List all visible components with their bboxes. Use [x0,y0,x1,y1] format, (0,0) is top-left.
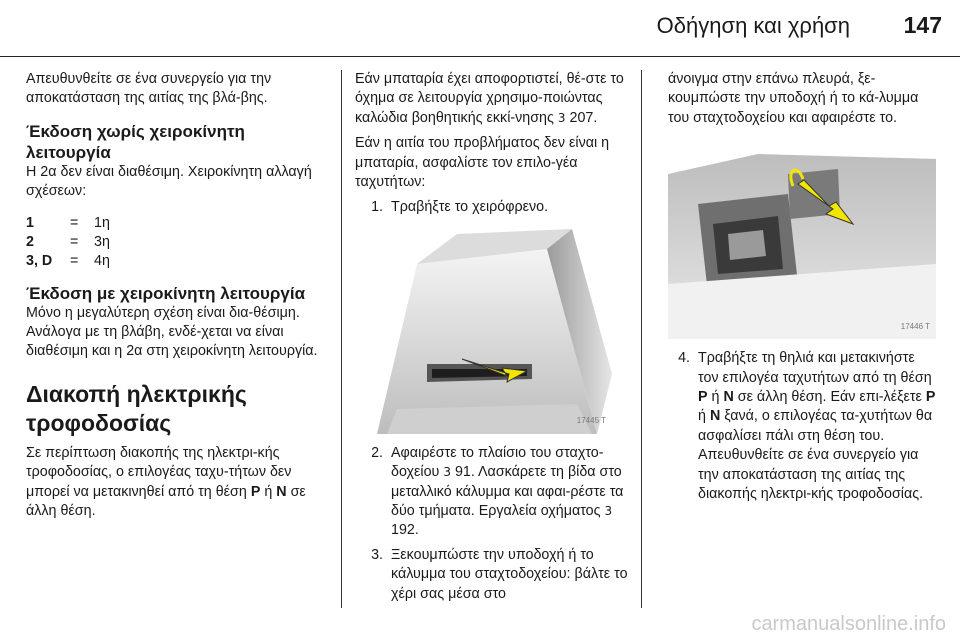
column-1 [26,70,331,527]
page-reference-icon: 3 [557,110,566,125]
steps-list [355,444,630,604]
gear-row [26,252,331,271]
text-run: Αφαιρέστε το πλαίσιο του σταχτο-δοχείου [391,444,604,481]
step-item [355,198,630,217]
step-number: 1. [371,199,383,216]
step3-continuation: άνοιγμα στην επάνω πλευρά, ξε-κουμπώστε την υποδοχή ή το κά-λυμμα του σταχτοδοχείου και αφαιρέστε το. [668,71,919,126]
text-run: Τραβήξτε τη θηλιά και μετακινήστε τον επιλογέα ταχυτήτων από τη θέση [698,350,932,386]
heading-power-failure: Διακοπή ηλεκτρικής τροφοδοσίας [26,380,247,436]
paragraph-manual: Μόνο η μεγαλύτερη σχέση είναι δια-θέσιμη. Ανάλογα με τη βλάβη, ενδέ-χεται να είναι διαθέσιμη και η 2α στη χειροκίνητη λειτουργία. [26,304,318,360]
gear-n: N [709,408,721,425]
gear-p: P [698,389,708,406]
gear-n: N [276,483,287,500]
gear-p: P [250,483,261,500]
step-item [668,349,936,504]
text-run: ξανά, ο επιλογέας τα-χυτήτων θα ασφαλίσει πάλι στη θέση του. Απευθυνθείτε σε ένα συνεργείο για την αποκατάσταση της αιτίας της διακοπής ηλεκτρι-κής τροφοδοσίας. [698,408,933,503]
step-item [355,546,630,604]
text-run: 91. Λασκάρετε τη βίδα στο μεταλλικό κάλυμμα και αφαι-ρέστε τα δύο τμήματα. Εργαλεία οχήματος [391,464,624,520]
gear-value: 1η [94,214,110,231]
figure-17445 [357,224,612,434]
gear-row [26,214,331,233]
gear-key: 3, D [26,252,53,269]
text-run: Σε περίπτωση διακοπής της ηλεκτρι-κής τροφοδοσίας, ο επιλογέας ταχυ-τήτων δεν μπορεί να μετακινηθεί από τη θέση [26,444,292,500]
gear-value: 4η [94,252,110,269]
text-run: ή [698,408,710,425]
steps-list [355,198,630,217]
paragraph-battery [355,70,630,128]
figure-17446 [668,134,936,339]
step-number: 4. [678,350,690,367]
header-title: Οδήγηση και χρήση [656,13,850,38]
gear-table [26,214,331,271]
step-text: Τραβήξτε το χειρόφρενο. [391,199,549,216]
gear-p: P [925,389,936,406]
text-run: σε άλλη θέση. Εάν επι-λέξετε [733,389,926,406]
heading-no-manual: Έκδοση χωρίς χειροκίνητη λειτουργία [26,121,245,162]
page-header [0,0,960,56]
console-illustration [357,224,612,434]
column-3 [668,70,936,509]
gear-key: 2 [26,233,34,250]
paragraph-power-failure [26,444,331,522]
text-run: 207. [565,109,598,126]
gear-row [26,233,331,252]
page-number: 147 [903,12,942,38]
text-run: Εάν μπαταρία έχει αποφορτιστεί, θέ-στε το όχημα σε λειτουργία χρησιμο-ποιώντας καλώδια βοηθητικής εκκί-νησης [355,71,624,126]
header-rule [0,56,960,57]
step-number: 3. [371,546,383,563]
figure-code: 17445 T [576,416,606,426]
step-text [698,349,936,504]
figure-code: 17446 T [900,321,930,331]
paragraph-no-manual: Η 2α δεν είναι διαθέσιμη. Χειροκίνητη αλλαγή σχέσεων: [26,163,312,200]
gear-equals: = [70,233,79,250]
gear-key: 1 [26,214,34,231]
step-number: 2. [371,444,383,461]
step-text: Ξεκουμπώστε την υποδοχή ή το κάλυμμα του σταχτοδοχείου: βάλτε το χέρι σας μέσα στο [391,546,628,602]
gear-value: 3η [94,233,110,250]
watermark: carmanualsonline.info [751,613,946,635]
column-2 [355,70,630,609]
gear-equals: = [70,214,79,231]
gear-n: N [723,389,734,406]
paragraph-lock-selector: Εάν η αιτία του προβλήματος δεν είναι η μπαταρία, ασφαλίστε τον επιλο-γέα ταχυτήτων: [355,135,610,191]
intro-paragraph: Απευθυνθείτε σε ένα συνεργείο για την αποκατάσταση της αιτίας της βλά-βης. [26,71,272,107]
column-divider [641,70,642,608]
page-reference-icon: 3 [604,504,613,519]
step-text [391,444,630,541]
step-item [355,444,630,541]
ashtray-illustration [668,134,936,339]
column-divider [341,70,342,608]
gear-equals: = [70,252,79,269]
steps-list [668,349,936,504]
heading-manual: Έκδοση με χειροκίνητη λειτουργία [26,283,306,303]
page-reference-icon: 3 [443,465,451,480]
text-run: ή [260,483,277,500]
text-run: σε άλλη θέση. [26,483,306,520]
text-run: ή [707,389,724,406]
text-run: 192. [391,522,419,539]
